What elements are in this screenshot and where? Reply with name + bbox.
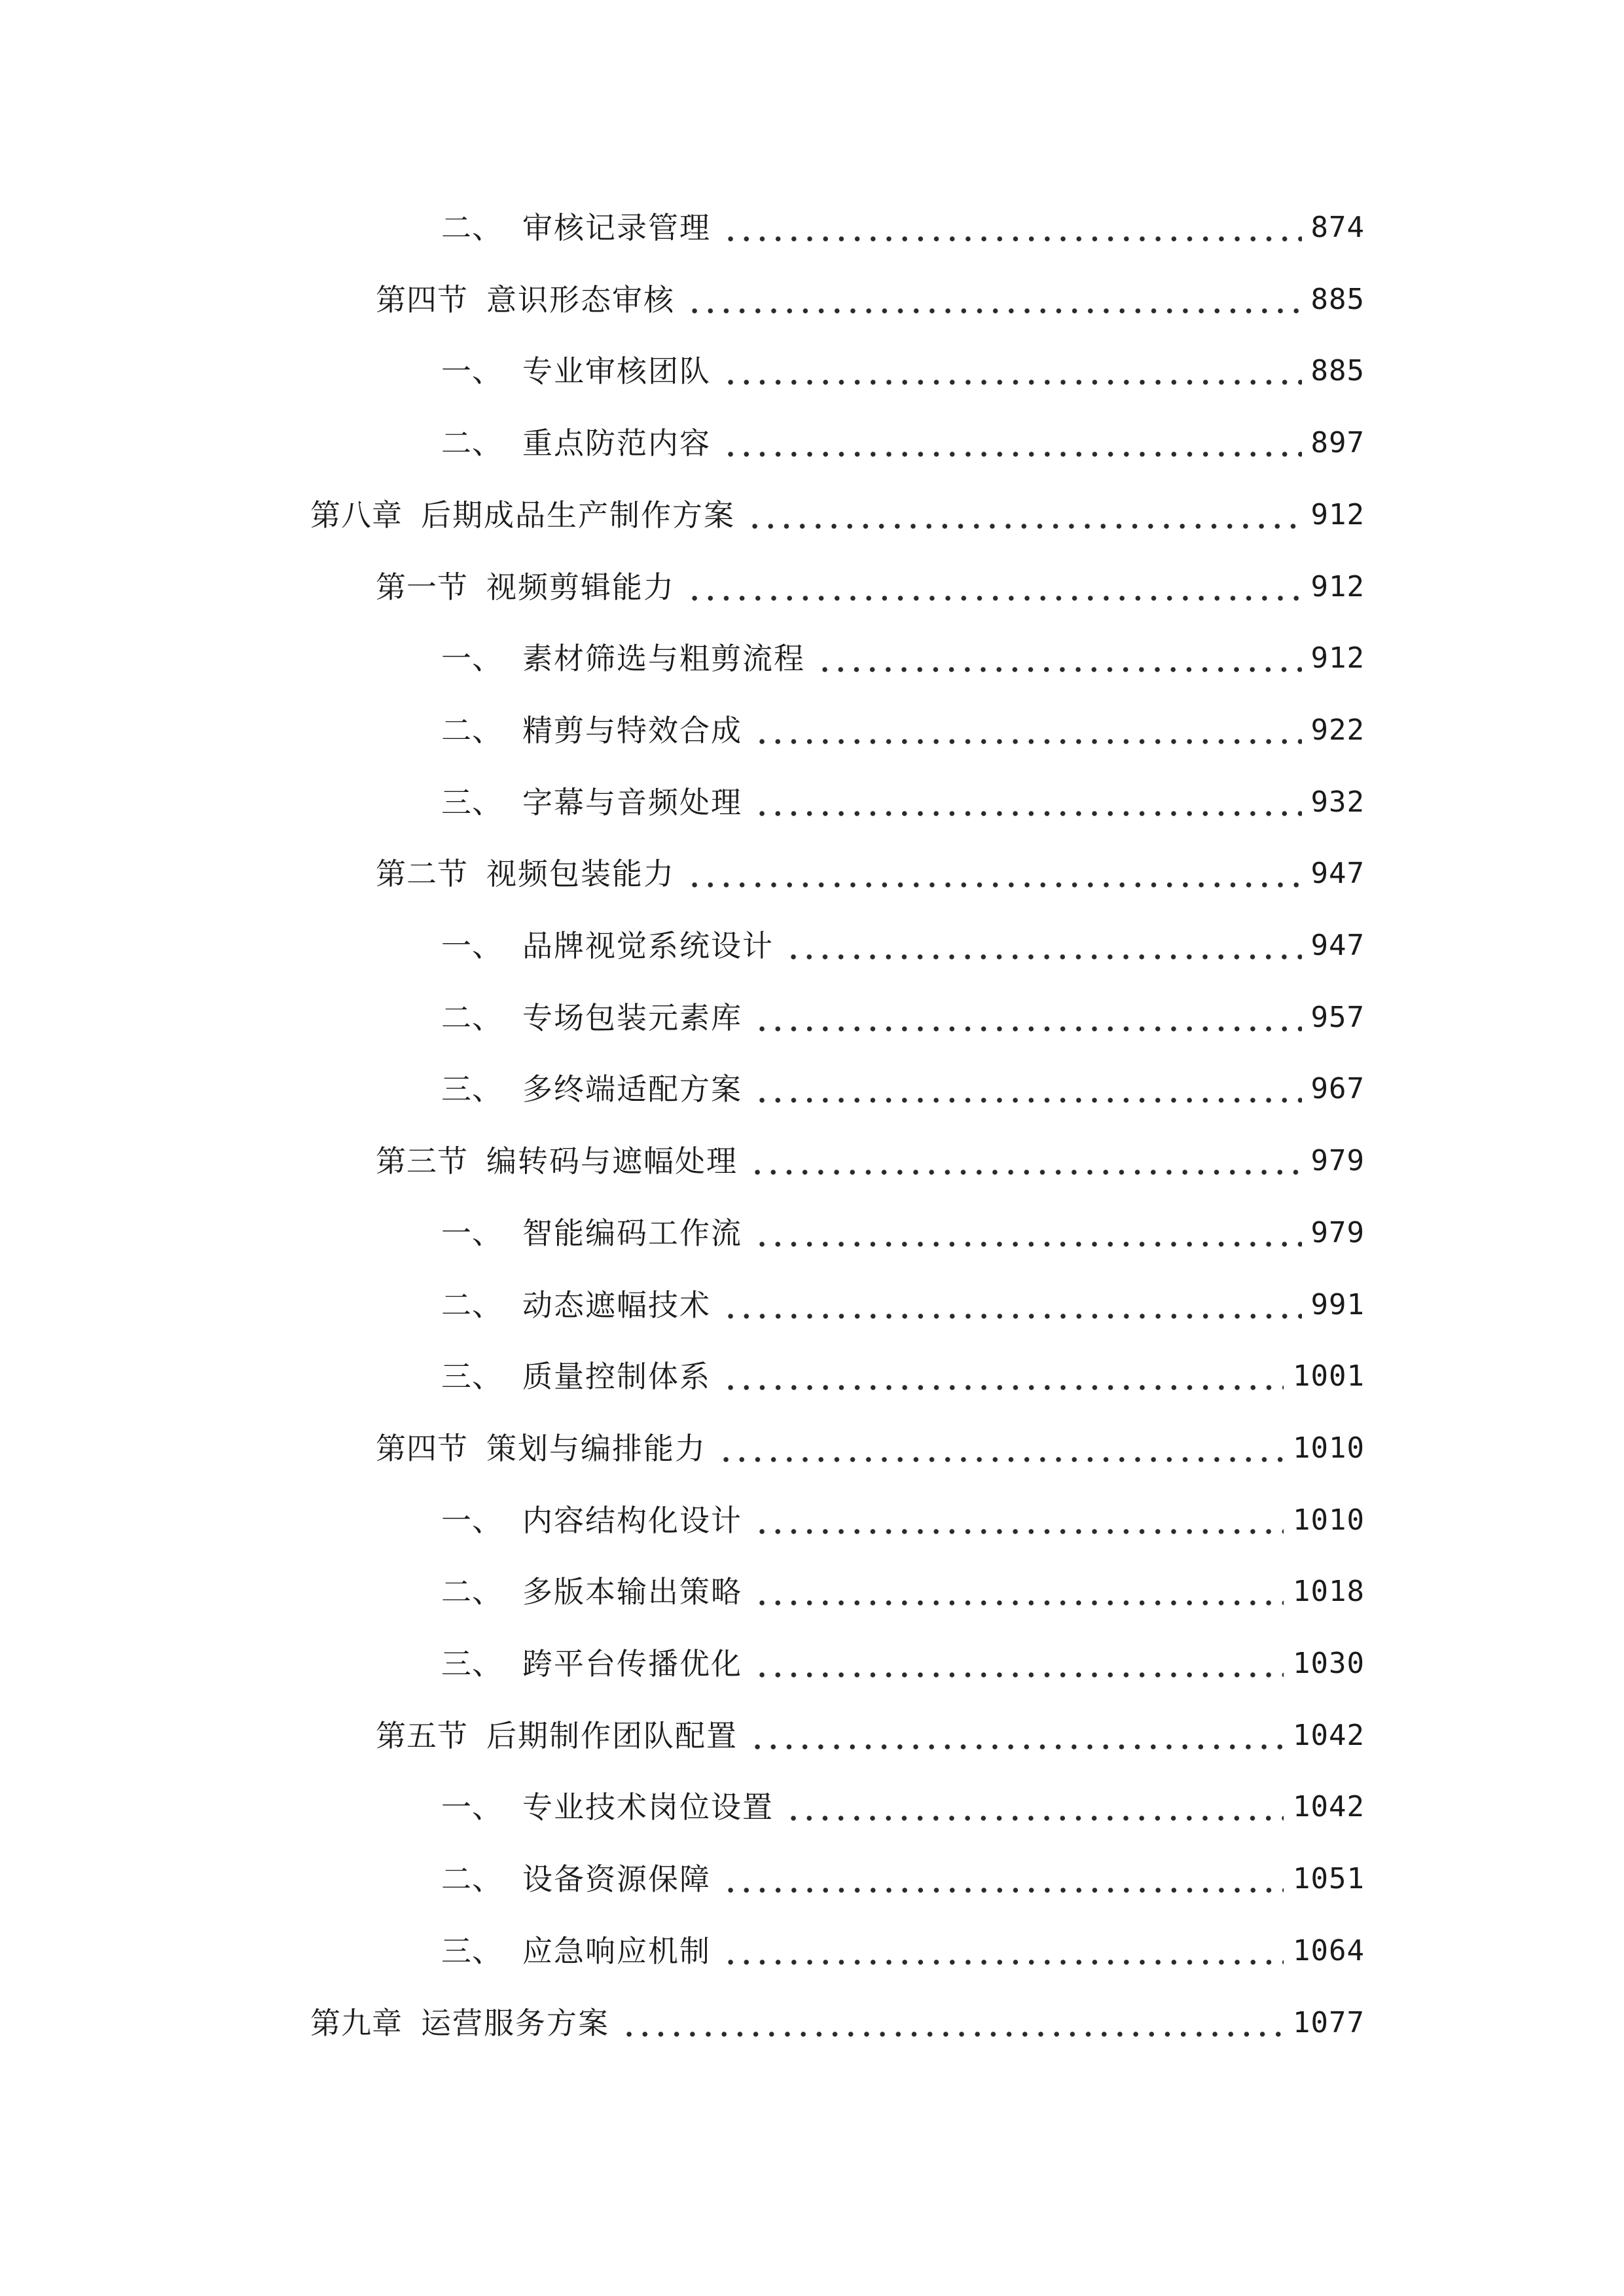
toc-page-number: 979	[1310, 1144, 1365, 1177]
toc-entry-title: 质量控制体系	[522, 1359, 711, 1394]
toc-page-number: 1030	[1293, 1647, 1365, 1680]
toc-entry-title: 多终端适配方案	[522, 1071, 742, 1107]
toc-entry-title: 后期制作团队配置	[486, 1718, 738, 1753]
toc-entry-prefix: 第一节	[376, 569, 468, 605]
toc-entry-prefix: 一、	[441, 928, 503, 963]
toc-page-number: 1051	[1293, 1862, 1365, 1895]
toc-entry-title: 素材筛选与粗剪流程	[522, 641, 805, 676]
toc-entry-prefix: 二、	[441, 713, 503, 748]
toc-dot-leader	[817, 635, 1302, 682]
toc-entry-prefix: 三、	[441, 1933, 503, 1969]
toc-dot-leader	[687, 564, 1302, 611]
toc-page-number: 912	[1310, 641, 1365, 675]
toc-dot-leader	[687, 276, 1302, 323]
toc-entry-prefix: 三、	[441, 1359, 503, 1394]
toc-entry[interactable]	[376, 564, 1365, 611]
toc-entry-title: 后期成品生产制作方案	[421, 497, 735, 533]
toc-entry[interactable]	[441, 1568, 1365, 1615]
toc-page-number: 957	[1310, 1001, 1365, 1034]
toc-page-number: 1010	[1293, 1431, 1365, 1465]
toc-page-number: 947	[1310, 929, 1365, 962]
toc-entry[interactable]	[441, 1066, 1365, 1113]
toc-entry-prefix: 第四节	[376, 1431, 468, 1466]
toc-entry-title: 智能编码工作流	[522, 1215, 742, 1251]
toc-dot-leader	[754, 1568, 1284, 1615]
toc-dot-leader	[687, 850, 1302, 897]
toc-entry[interactable]	[441, 204, 1365, 251]
toc-entry[interactable]	[441, 1497, 1365, 1544]
toc-dot-leader	[723, 204, 1302, 251]
toc-entry-prefix: 第二节	[376, 856, 468, 891]
toc-entry[interactable]	[376, 1425, 1365, 1472]
toc-page-number: 1042	[1293, 1790, 1365, 1823]
toc-entry-title: 专业技术岗位设置	[522, 1789, 774, 1825]
toc-entry[interactable]	[441, 1353, 1365, 1400]
toc-entry-prefix: 一、	[441, 1215, 503, 1251]
toc-dot-leader	[747, 492, 1302, 539]
toc-entry-prefix: 第四节	[376, 282, 468, 317]
toc-entry[interactable]	[441, 1640, 1365, 1687]
toc-entry-prefix: 一、	[441, 353, 503, 389]
toc-entry[interactable]	[441, 635, 1365, 682]
toc-entry[interactable]	[441, 1784, 1365, 1831]
toc-entry-prefix: 第三节	[376, 1143, 468, 1179]
toc-dot-leader	[723, 348, 1302, 395]
toc-entry-prefix: 三、	[441, 785, 503, 820]
toc-dot-leader	[723, 1353, 1284, 1400]
toc-entry[interactable]	[310, 492, 1365, 539]
toc-entry-prefix: 二、	[441, 1861, 503, 1897]
toc-entry[interactable]	[441, 1856, 1365, 1903]
toc-dot-leader	[754, 1210, 1302, 1257]
toc-entry[interactable]	[441, 348, 1365, 395]
toc-dot-leader	[723, 1856, 1284, 1903]
toc-dot-leader	[754, 1640, 1284, 1687]
toc-page-number: 1018	[1293, 1575, 1365, 1608]
toc-entry-title: 跨平台传播优化	[522, 1646, 742, 1681]
toc-entry-prefix: 二、	[441, 210, 503, 245]
toc-page-number: 1010	[1293, 1503, 1365, 1537]
toc-page-number: 1064	[1293, 1934, 1365, 1967]
toc-dot-leader	[723, 420, 1302, 467]
toc-dot-leader	[723, 1282, 1302, 1329]
toc-entry-title: 专业审核团队	[522, 353, 711, 389]
toc-entry-prefix: 二、	[441, 1287, 503, 1323]
toc-dot-leader	[749, 1138, 1302, 1185]
toc-dot-leader	[754, 779, 1302, 826]
toc-entry-title: 专场包装元素库	[522, 1000, 742, 1035]
toc-entry-title: 应急响应机制	[522, 1933, 711, 1969]
toc-entry-title: 品牌视觉系统设计	[522, 928, 774, 963]
toc-entry-title: 设备资源保障	[522, 1861, 711, 1897]
toc-page-number: 874	[1310, 211, 1365, 244]
toc-page-number: 885	[1310, 354, 1365, 387]
toc-dot-leader	[785, 1784, 1284, 1831]
toc-entry-prefix: 一、	[441, 1789, 503, 1825]
toc-entry-title: 动态遮幅技术	[522, 1287, 711, 1323]
toc-entry[interactable]	[441, 420, 1365, 467]
toc-page-number: 947	[1310, 857, 1365, 890]
toc-page-number: 1001	[1293, 1359, 1365, 1393]
toc-page-number: 1077	[1293, 2006, 1365, 2039]
toc-dot-leader	[749, 1712, 1284, 1759]
toc-entry-title: 视频包装能力	[486, 856, 675, 891]
toc-dot-leader	[754, 1066, 1302, 1113]
toc-entry[interactable]	[441, 1928, 1365, 1975]
toc-page-number: 912	[1310, 498, 1365, 531]
toc-entry-title: 编转码与遮幅处理	[486, 1143, 738, 1179]
toc-entry-prefix: 三、	[441, 1646, 503, 1681]
toc-entry-prefix: 第八章	[310, 497, 403, 533]
toc-entry[interactable]	[376, 850, 1365, 897]
toc-entry-prefix: 第九章	[310, 2005, 403, 2041]
toc-page-number: 912	[1310, 570, 1365, 603]
toc-entry-prefix: 二、	[441, 1000, 503, 1035]
toc-page-number: 885	[1310, 283, 1365, 316]
toc-page-number: 1042	[1293, 1719, 1365, 1752]
toc-dot-leader	[785, 922, 1302, 969]
toc-entry[interactable]	[376, 1712, 1365, 1759]
toc-entry-title: 精剪与特效合成	[522, 713, 742, 748]
toc-entry[interactable]	[441, 779, 1365, 826]
toc-page-number: 897	[1310, 426, 1365, 459]
toc-entry[interactable]	[376, 1138, 1365, 1185]
toc-entry-prefix: 二、	[441, 425, 503, 461]
toc-entry[interactable]	[441, 707, 1365, 754]
toc-entry-prefix: 一、	[441, 1503, 503, 1538]
toc-dot-leader	[621, 2000, 1284, 2047]
toc-entry[interactable]	[441, 1210, 1365, 1257]
toc-page-number: 967	[1310, 1072, 1365, 1105]
toc-entry-title: 意识形态审核	[486, 282, 675, 317]
toc-page-number: 932	[1310, 785, 1365, 819]
toc-entry-title: 字幕与音频处理	[522, 785, 742, 820]
toc-entry[interactable]	[376, 276, 1365, 323]
toc-entry-title: 多版本输出策略	[522, 1574, 742, 1609]
toc-dot-leader	[754, 707, 1302, 754]
toc-entry-prefix: 三、	[441, 1071, 503, 1107]
toc-dot-leader	[754, 1497, 1284, 1544]
toc-entry-title: 运营服务方案	[421, 2005, 609, 2041]
toc-entry-title: 内容结构化设计	[522, 1503, 742, 1538]
toc-entry-prefix: 二、	[441, 1574, 503, 1609]
toc-entry-title: 策划与编排能力	[486, 1431, 706, 1466]
toc-entry-title: 重点防范内容	[522, 425, 711, 461]
toc-dot-leader	[723, 1928, 1284, 1975]
toc-entry-title: 审核记录管理	[522, 210, 711, 245]
toc-entry[interactable]	[310, 2000, 1365, 2047]
toc-entry[interactable]	[441, 994, 1365, 1041]
toc-entry-title: 视频剪辑能力	[486, 569, 675, 605]
toc-dot-leader	[718, 1425, 1284, 1472]
toc-entry[interactable]	[441, 1282, 1365, 1329]
toc-page-number: 922	[1310, 713, 1365, 747]
toc-page-number: 991	[1310, 1288, 1365, 1321]
toc-page-number: 979	[1310, 1216, 1365, 1249]
toc-entry[interactable]	[441, 922, 1365, 969]
toc-dot-leader	[754, 994, 1302, 1041]
toc-entry-prefix: 第五节	[376, 1718, 468, 1753]
toc-entry-prefix: 一、	[441, 641, 503, 676]
